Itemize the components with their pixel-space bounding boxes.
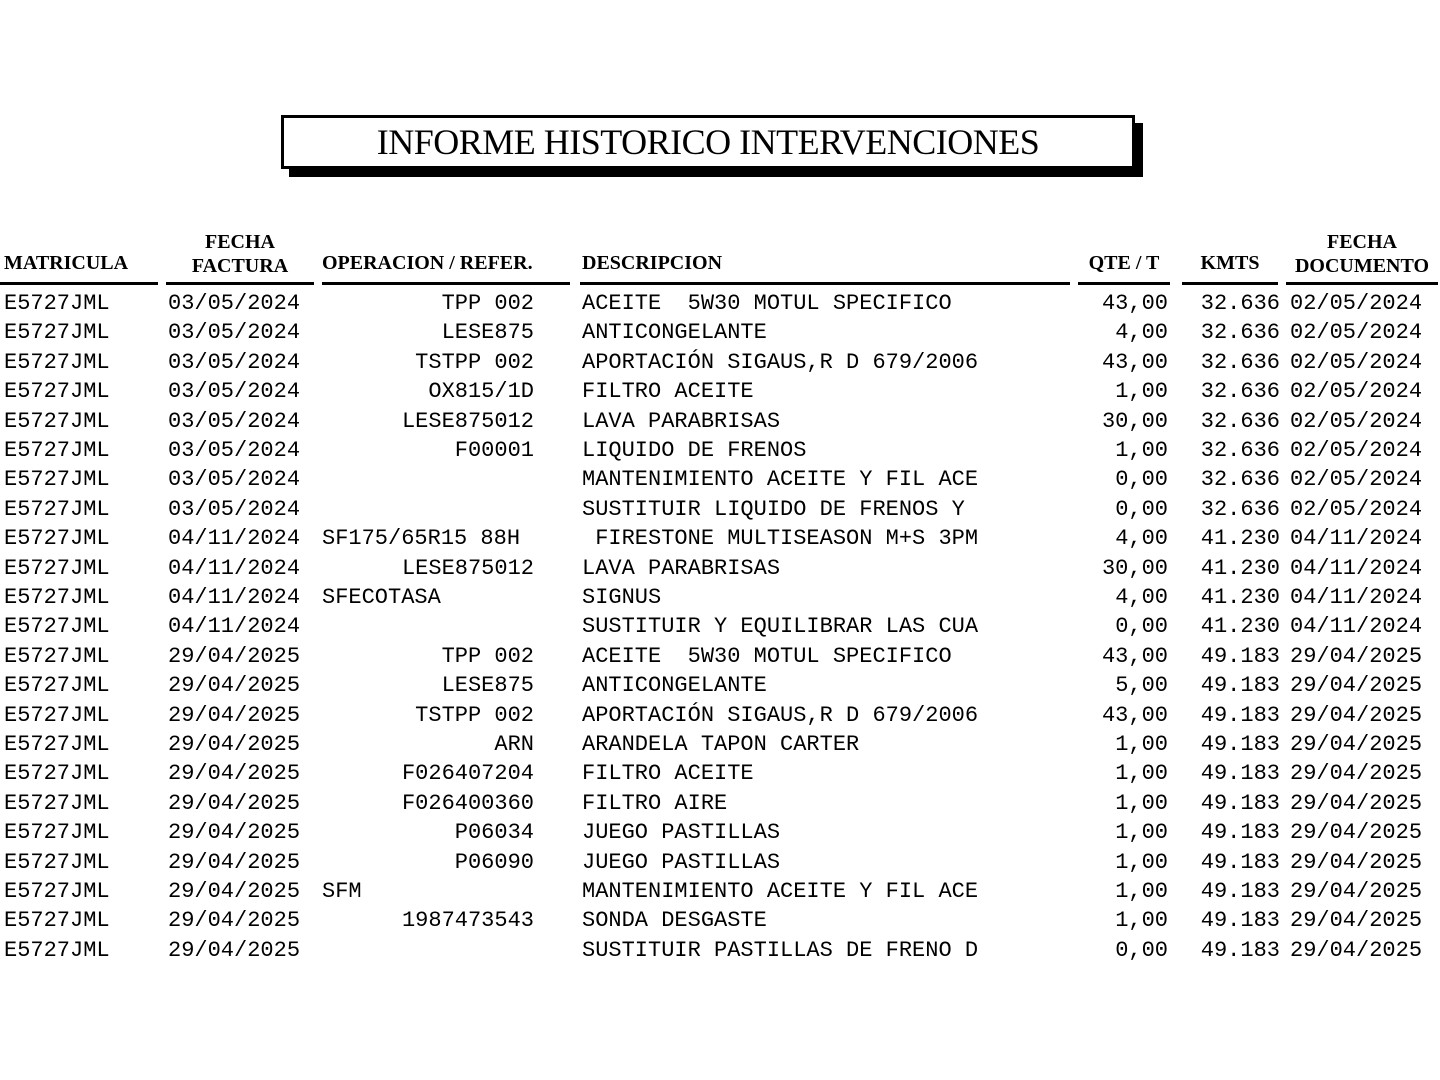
cell-qte: 43,00 bbox=[1101, 349, 1168, 375]
cell-operacion: F026400360 bbox=[401, 790, 534, 816]
cell-descripcion: ANTICONGELANTE bbox=[582, 320, 767, 346]
table-row bbox=[0, 759, 1440, 788]
cell-operacion: ARN bbox=[494, 732, 534, 757]
header-underline-descripcion bbox=[580, 282, 1070, 285]
cell-kmts: 41.230 bbox=[1200, 614, 1280, 640]
cell-matricula: E5727JML bbox=[4, 349, 110, 375]
cell-fecha-factura: 03/05/2024 bbox=[168, 408, 301, 434]
report-title: INFORME HISTORICO INTERVENCIONES bbox=[281, 115, 1135, 169]
cell-matricula: E5727JML bbox=[4, 732, 110, 757]
cell-qte: 30,00 bbox=[1101, 408, 1168, 434]
header-fecha-documento-line2: DOCUMENTO bbox=[1294, 255, 1430, 277]
cell-kmts: 32.636 bbox=[1200, 496, 1280, 522]
cell-matricula: E5727JML bbox=[4, 673, 110, 699]
cell-descripcion: SUSTITUIR Y EQUILIBRAR LAS CUA bbox=[582, 614, 979, 640]
cell-kmts: 49.183 bbox=[1200, 937, 1280, 963]
cell-fecha-documento: 29/04/2025 bbox=[1290, 820, 1423, 846]
header-matricula: MATRICULA bbox=[4, 252, 129, 274]
cell-qte: 1,00 bbox=[1115, 379, 1168, 405]
cell-descripcion: SIGNUS bbox=[582, 585, 662, 610]
cell-descripcion: ARANDELA TAPON CARTER bbox=[582, 732, 860, 757]
header-descripcion: DESCRIPCION bbox=[582, 252, 723, 274]
cell-descripcion: JUEGO PASTILLAS bbox=[582, 820, 781, 846]
table-row bbox=[0, 583, 1440, 612]
table-row bbox=[0, 848, 1440, 877]
table-row bbox=[0, 906, 1440, 935]
cell-operacion: LESE875 bbox=[441, 673, 534, 699]
cell-qte: 4,00 bbox=[1115, 320, 1168, 346]
cell-fecha-factura: 04/11/2024 bbox=[168, 526, 301, 552]
cell-fecha-documento: 02/05/2024 bbox=[1290, 408, 1423, 434]
cell-operacion: TPP 002 bbox=[441, 291, 534, 316]
cell-descripcion: MANTENIMIENTO ACEITE Y FIL ACE bbox=[582, 879, 979, 904]
cell-matricula: E5727JML bbox=[4, 614, 110, 640]
table-row bbox=[0, 936, 1440, 965]
cell-descripcion: FILTRO ACEITE bbox=[582, 379, 754, 405]
cell-kmts: 41.230 bbox=[1200, 526, 1280, 552]
cell-qte: 5,00 bbox=[1115, 673, 1168, 699]
cell-fecha-factura: 04/11/2024 bbox=[168, 614, 301, 640]
cell-kmts: 32.636 bbox=[1200, 320, 1280, 346]
cell-kmts: 49.183 bbox=[1200, 702, 1280, 728]
cell-descripcion: APORTACIÓN SIGAUS,R D 679/2006 bbox=[582, 349, 979, 375]
cell-operacion: P06090 bbox=[454, 849, 534, 875]
cell-descripcion: FIRESTONE MULTISEASON M+S 3PM bbox=[582, 526, 979, 552]
cell-operacion: OX815/1D bbox=[428, 379, 534, 405]
cell-fecha-documento: 02/05/2024 bbox=[1290, 291, 1423, 316]
cell-operacion: F026407204 bbox=[401, 761, 534, 787]
cell-qte: 43,00 bbox=[1101, 702, 1168, 728]
cell-qte: 43,00 bbox=[1101, 291, 1168, 316]
cell-matricula: E5727JML bbox=[4, 555, 110, 581]
cell-qte: 1,00 bbox=[1115, 908, 1168, 934]
cell-matricula: E5727JML bbox=[4, 702, 110, 728]
cell-fecha-factura: 03/05/2024 bbox=[168, 349, 301, 375]
cell-qte: 0,00 bbox=[1115, 937, 1168, 963]
table-row bbox=[0, 524, 1440, 553]
table-row bbox=[0, 701, 1440, 730]
header-kmts: KMTS bbox=[1200, 252, 1260, 274]
cell-qte: 0,00 bbox=[1115, 614, 1168, 640]
table-row bbox=[0, 289, 1440, 318]
cell-operacion: TSTPP 002 bbox=[415, 349, 534, 375]
cell-operacion: TPP 002 bbox=[441, 643, 534, 669]
header-qte: QTE / T bbox=[1088, 252, 1160, 274]
cell-matricula: E5727JML bbox=[4, 879, 110, 904]
table-row bbox=[0, 671, 1440, 700]
cell-matricula: E5727JML bbox=[4, 320, 110, 346]
cell-qte: 30,00 bbox=[1101, 555, 1168, 581]
header-underline-qte bbox=[1078, 282, 1170, 285]
cell-operacion: LESE875 bbox=[441, 320, 534, 346]
table-row bbox=[0, 554, 1440, 583]
cell-kmts: 49.183 bbox=[1200, 673, 1280, 699]
cell-fecha-factura: 29/04/2025 bbox=[168, 732, 301, 757]
cell-descripcion: SUSTITUIR PASTILLAS DE FRENO D bbox=[582, 937, 979, 963]
cell-fecha-documento: 29/04/2025 bbox=[1290, 732, 1423, 757]
cell-descripcion: ACEITE 5W30 MOTUL SPECIFICO bbox=[582, 643, 952, 669]
cell-matricula: E5727JML bbox=[4, 438, 110, 463]
header-underline-operacion bbox=[322, 282, 570, 285]
cell-matricula: E5727JML bbox=[4, 937, 110, 963]
cell-matricula: E5727JML bbox=[4, 643, 110, 669]
cell-descripcion: SONDA DESGASTE bbox=[582, 908, 767, 934]
table-row bbox=[0, 877, 1440, 906]
cell-fecha-documento: 02/05/2024 bbox=[1290, 496, 1423, 522]
table-row bbox=[0, 789, 1440, 818]
cell-descripcion: ACEITE 5W30 MOTUL SPECIFICO bbox=[582, 291, 952, 316]
cell-fecha-factura: 29/04/2025 bbox=[168, 673, 301, 699]
cell-matricula: E5727JML bbox=[4, 761, 110, 787]
cell-fecha-documento: 29/04/2025 bbox=[1290, 761, 1423, 787]
cell-matricula: E5727JML bbox=[4, 908, 110, 934]
cell-kmts: 49.183 bbox=[1200, 643, 1280, 669]
cell-kmts: 49.183 bbox=[1200, 820, 1280, 846]
cell-fecha-documento: 04/11/2024 bbox=[1290, 585, 1423, 610]
cell-qte: 43,00 bbox=[1101, 643, 1168, 669]
cell-matricula: E5727JML bbox=[4, 790, 110, 816]
cell-kmts: 32.636 bbox=[1200, 291, 1280, 316]
cell-fecha-factura: 29/04/2025 bbox=[168, 761, 301, 787]
cell-operacion: P06034 bbox=[454, 820, 534, 846]
cell-kmts: 32.636 bbox=[1200, 379, 1280, 405]
table-row bbox=[0, 407, 1440, 436]
cell-fecha-factura: 29/04/2025 bbox=[168, 820, 301, 846]
cell-qte: 1,00 bbox=[1115, 438, 1168, 463]
header-underline-fecha-documento bbox=[1286, 282, 1438, 285]
table-row bbox=[0, 642, 1440, 671]
table-row bbox=[0, 612, 1440, 641]
header-underline-kmts bbox=[1182, 282, 1278, 285]
cell-kmts: 32.636 bbox=[1200, 349, 1280, 375]
cell-operacion: LESE875012 bbox=[401, 555, 534, 581]
cell-fecha-documento: 29/04/2025 bbox=[1290, 937, 1423, 963]
table-row bbox=[0, 348, 1440, 377]
cell-descripcion: FILTRO ACEITE bbox=[582, 761, 754, 787]
header-fecha-factura-line2: FACTURA bbox=[191, 255, 289, 277]
cell-fecha-documento: 29/04/2025 bbox=[1290, 673, 1423, 699]
cell-fecha-documento: 29/04/2025 bbox=[1290, 790, 1423, 816]
table-row bbox=[0, 377, 1440, 406]
cell-kmts: 49.183 bbox=[1200, 908, 1280, 934]
cell-fecha-documento: 29/04/2025 bbox=[1290, 702, 1423, 728]
table-row bbox=[0, 495, 1440, 524]
cell-operacion: SFECOTASA bbox=[322, 585, 441, 610]
cell-fecha-factura: 03/05/2024 bbox=[168, 467, 301, 493]
header-fecha-factura-line1: FECHA bbox=[205, 231, 275, 253]
cell-matricula: E5727JML bbox=[4, 526, 110, 552]
cell-matricula: E5727JML bbox=[4, 820, 110, 846]
cell-qte: 0,00 bbox=[1115, 496, 1168, 522]
cell-fecha-factura: 29/04/2025 bbox=[168, 790, 301, 816]
cell-fecha-factura: 29/04/2025 bbox=[168, 879, 301, 904]
table-row bbox=[0, 818, 1440, 847]
cell-descripcion: LAVA PARABRISAS bbox=[582, 555, 781, 581]
cell-fecha-factura: 03/05/2024 bbox=[168, 379, 301, 405]
cell-kmts: 49.183 bbox=[1200, 879, 1280, 904]
cell-kmts: 41.230 bbox=[1200, 555, 1280, 581]
table-row bbox=[0, 465, 1440, 494]
cell-qte: 1,00 bbox=[1115, 732, 1168, 757]
cell-operacion: 1987473543 bbox=[401, 908, 534, 934]
cell-fecha-factura: 29/04/2025 bbox=[168, 849, 301, 875]
cell-qte: 4,00 bbox=[1115, 526, 1168, 552]
cell-descripcion: JUEGO PASTILLAS bbox=[582, 849, 781, 875]
cell-qte: 1,00 bbox=[1115, 879, 1168, 904]
cell-fecha-documento: 04/11/2024 bbox=[1290, 555, 1423, 581]
cell-kmts: 49.183 bbox=[1200, 790, 1280, 816]
cell-qte: 1,00 bbox=[1115, 790, 1168, 816]
cell-kmts: 32.636 bbox=[1200, 408, 1280, 434]
cell-fecha-documento: 04/11/2024 bbox=[1290, 614, 1423, 640]
table-row bbox=[0, 436, 1440, 465]
cell-descripcion: LAVA PARABRISAS bbox=[582, 408, 781, 434]
cell-fecha-documento: 02/05/2024 bbox=[1290, 320, 1423, 346]
cell-fecha-documento: 04/11/2024 bbox=[1290, 526, 1423, 552]
header-fecha-documento-line1: FECHA bbox=[1327, 231, 1397, 253]
cell-fecha-factura: 03/05/2024 bbox=[168, 496, 301, 522]
cell-kmts: 49.183 bbox=[1200, 849, 1280, 875]
cell-matricula: E5727JML bbox=[4, 849, 110, 875]
cell-matricula: E5727JML bbox=[4, 408, 110, 434]
cell-qte: 1,00 bbox=[1115, 820, 1168, 846]
cell-matricula: E5727JML bbox=[4, 496, 110, 522]
cell-kmts: 49.183 bbox=[1200, 732, 1280, 757]
cell-fecha-factura: 29/04/2025 bbox=[168, 702, 301, 728]
cell-qte: 1,00 bbox=[1115, 761, 1168, 787]
cell-qte: 0,00 bbox=[1115, 467, 1168, 493]
cell-fecha-factura: 03/05/2024 bbox=[168, 438, 301, 463]
cell-operacion: LESE875012 bbox=[401, 408, 534, 434]
cell-operacion: SF175/65R15 88H bbox=[322, 526, 521, 552]
header-operacion: OPERACION / REFER. bbox=[322, 252, 533, 274]
cell-fecha-factura: 03/05/2024 bbox=[168, 291, 301, 316]
cell-kmts: 32.636 bbox=[1200, 467, 1280, 493]
cell-qte: 1,00 bbox=[1115, 849, 1168, 875]
header-underline-fecha-factura bbox=[166, 282, 314, 285]
cell-kmts: 41.230 bbox=[1200, 585, 1280, 610]
cell-matricula: E5727JML bbox=[4, 467, 110, 493]
cell-operacion: SFM bbox=[322, 879, 362, 904]
cell-fecha-factura: 29/04/2025 bbox=[168, 643, 301, 669]
header-underline-matricula bbox=[0, 282, 158, 285]
cell-fecha-factura: 29/04/2025 bbox=[168, 937, 301, 963]
cell-kmts: 49.183 bbox=[1200, 761, 1280, 787]
cell-fecha-factura: 03/05/2024 bbox=[168, 320, 301, 346]
cell-matricula: E5727JML bbox=[4, 585, 110, 610]
cell-matricula: E5727JML bbox=[4, 379, 110, 405]
cell-operacion: F00001 bbox=[454, 438, 534, 463]
cell-fecha-documento: 02/05/2024 bbox=[1290, 438, 1423, 463]
cell-fecha-documento: 29/04/2025 bbox=[1290, 879, 1423, 904]
cell-descripcion: SUSTITUIR LIQUIDO DE FRENOS Y bbox=[582, 496, 965, 522]
cell-operacion: TSTPP 002 bbox=[415, 702, 534, 728]
cell-descripcion: FILTRO AIRE bbox=[582, 790, 728, 816]
table-row bbox=[0, 730, 1440, 759]
cell-fecha-documento: 29/04/2025 bbox=[1290, 908, 1423, 934]
cell-fecha-factura: 29/04/2025 bbox=[168, 908, 301, 934]
cell-fecha-documento: 02/05/2024 bbox=[1290, 379, 1423, 405]
cell-fecha-documento: 02/05/2024 bbox=[1290, 349, 1423, 375]
cell-descripcion: ANTICONGELANTE bbox=[582, 673, 767, 699]
cell-fecha-factura: 04/11/2024 bbox=[168, 585, 301, 610]
cell-fecha-documento: 29/04/2025 bbox=[1290, 643, 1423, 669]
table-row bbox=[0, 318, 1440, 347]
cell-fecha-documento: 29/04/2025 bbox=[1290, 849, 1423, 875]
cell-descripcion: LIQUIDO DE FRENOS bbox=[582, 438, 807, 463]
cell-matricula: E5727JML bbox=[4, 291, 110, 316]
cell-qte: 4,00 bbox=[1115, 585, 1168, 610]
cell-kmts: 32.636 bbox=[1200, 438, 1280, 463]
cell-fecha-factura: 04/11/2024 bbox=[168, 555, 301, 581]
cell-fecha-documento: 02/05/2024 bbox=[1290, 467, 1423, 493]
cell-descripcion: APORTACIÓN SIGAUS,R D 679/2006 bbox=[582, 702, 979, 728]
cell-descripcion: MANTENIMIENTO ACEITE Y FIL ACE bbox=[582, 467, 979, 493]
